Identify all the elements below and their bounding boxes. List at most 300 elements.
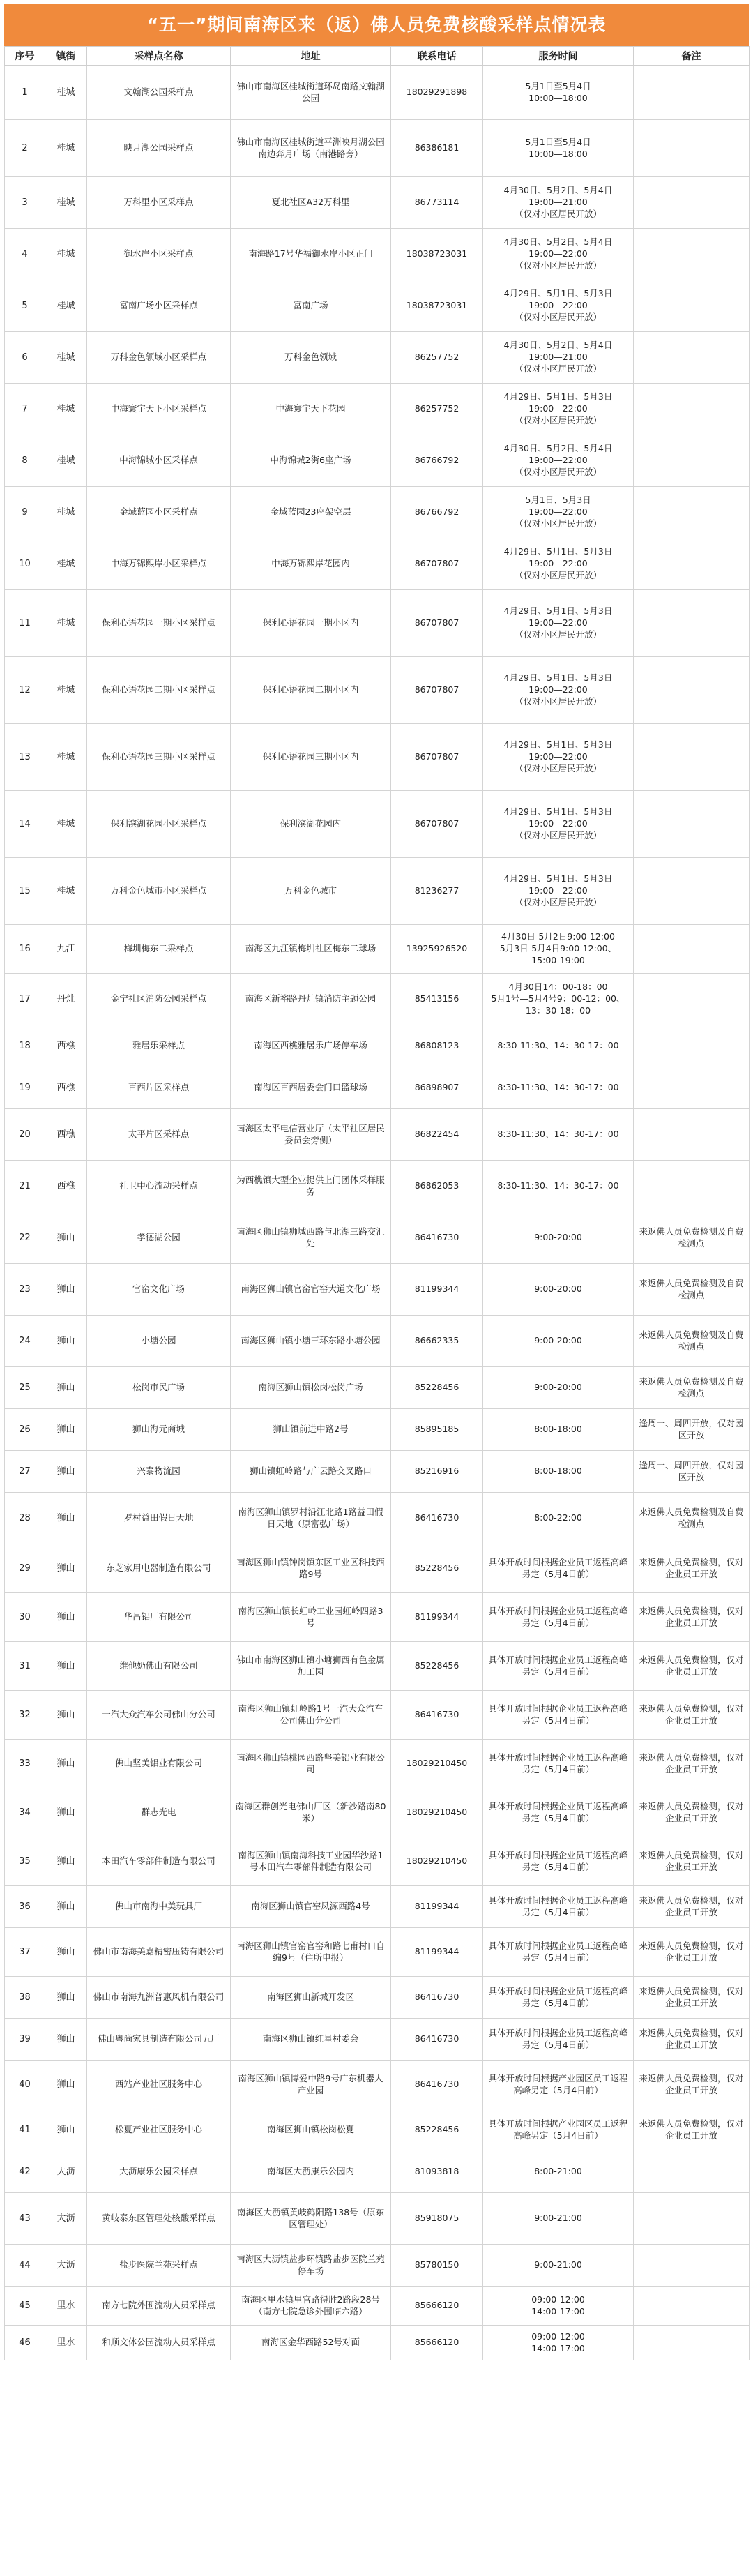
cell-service-time: 5月1日、5月3日 19:00—22:00 （仅对小区居民开放） <box>483 487 634 538</box>
cell-note: 来返佛人员免费检测，仅对企业员工开放 <box>634 1691 750 1740</box>
cell-site-name: 金宁社区消防公园采样点 <box>87 974 231 1025</box>
cell-note: 来返佛人员免费检测，仅对企业员工开放 <box>634 1977 750 2019</box>
cell-town: 桂城 <box>45 435 87 487</box>
cell-town: 桂城 <box>45 332 87 384</box>
cell-address: 保利心语花园三期小区内 <box>231 724 391 791</box>
header-address: 地址 <box>231 47 391 66</box>
cell-seq: 26 <box>5 1409 45 1451</box>
cell-address: 南海区九江镇梅圳社区梅东二球场 <box>231 925 391 974</box>
header-seq: 序号 <box>5 47 45 66</box>
cell-address: 保利心语花园一期小区内 <box>231 590 391 657</box>
cell-seq: 42 <box>5 2151 45 2193</box>
cell-seq: 11 <box>5 590 45 657</box>
cell-address: 保利滨湖花园内 <box>231 791 391 858</box>
cell-seq: 9 <box>5 487 45 538</box>
cell-note <box>634 332 750 384</box>
cell-service-time: 8:30-11:30、14：30-17：00 <box>483 1109 634 1161</box>
cell-note <box>634 2193 750 2245</box>
cell-site-name: 盐步医院兰苑采样点 <box>87 2245 231 2287</box>
cell-seq: 2 <box>5 120 45 177</box>
cell-phone: 86707807 <box>391 590 483 657</box>
cell-seq: 17 <box>5 974 45 1025</box>
cell-service-time: 9:00-21:00 <box>483 2193 634 2245</box>
cell-address: 佛山市南海区桂城街道平洲映月湖公园南边奔月广场（南港路旁） <box>231 120 391 177</box>
table-row <box>5 280 750 332</box>
cell-note <box>634 120 750 177</box>
cell-note: 来返佛人员免费检测，仅对企业员工开放 <box>634 1788 750 1837</box>
cell-seq: 25 <box>5 1367 45 1409</box>
cell-town: 大沥 <box>45 2245 87 2287</box>
cell-service-time: 9:00-20:00 <box>483 1367 634 1409</box>
cell-address: 南海区狮山镇官窑官窑和路七甫村口自编9号（住所申报） <box>231 1928 391 1977</box>
cell-seq: 35 <box>5 1837 45 1886</box>
cell-phone: 86416730 <box>391 2019 483 2061</box>
cell-service-time: 8:30-11:30、14：30-17：00 <box>483 1067 634 1109</box>
cell-note <box>634 229 750 280</box>
table-row <box>5 2245 750 2287</box>
header-note: 备注 <box>634 47 750 66</box>
cell-address: 南海区狮山镇松岗松夏 <box>231 2109 391 2151</box>
cell-address: 狮山镇虹岭路与广云路交叉路口 <box>231 1451 391 1493</box>
cell-seq: 43 <box>5 2193 45 2245</box>
cell-town: 大沥 <box>45 2193 87 2245</box>
cell-seq: 20 <box>5 1109 45 1161</box>
cell-address: 富南广场 <box>231 280 391 332</box>
cell-seq: 32 <box>5 1691 45 1740</box>
cell-phone: 86416730 <box>391 1212 483 1264</box>
cell-site-name: 保利心语花园一期小区采样点 <box>87 590 231 657</box>
cell-town: 桂城 <box>45 66 87 120</box>
cell-note: 来返佛人员免费检测及自费检测点 <box>634 1367 750 1409</box>
cell-note: 来返佛人员免费检测，仅对企业员工开放 <box>634 1740 750 1788</box>
table-row <box>5 1316 750 1367</box>
cell-site-name: 南方七院外围流动人员采样点 <box>87 2287 231 2326</box>
cell-phone: 85666120 <box>391 2287 483 2326</box>
cell-address: 南海区群创光电佛山厂区（新沙路南80米） <box>231 1788 391 1837</box>
cell-seq: 31 <box>5 1642 45 1691</box>
cell-town: 狮山 <box>45 2061 87 2109</box>
cell-site-name: 黄岐泰东区管理处核酸采样点 <box>87 2193 231 2245</box>
cell-note <box>634 384 750 435</box>
table-row <box>5 1212 750 1264</box>
cell-phone: 81199344 <box>391 1886 483 1928</box>
cell-town: 桂城 <box>45 538 87 590</box>
cell-service-time: 8:00-18:00 <box>483 1451 634 1493</box>
cell-town: 桂城 <box>45 120 87 177</box>
cell-site-name: 映月湖公园采样点 <box>87 120 231 177</box>
cell-service-time: 4月29日、5月1日、5月3日 19:00—22:00 （仅对小区居民开放） <box>483 791 634 858</box>
cell-town: 狮山 <box>45 1593 87 1642</box>
cell-town: 狮山 <box>45 1642 87 1691</box>
cell-address: 南海区狮山镇钟岗镇东区工业区科技西路9号 <box>231 1544 391 1593</box>
cell-seq: 22 <box>5 1212 45 1264</box>
cell-service-time: 8:30-11:30、14：30-17：00 <box>483 1161 634 1212</box>
table-row <box>5 1837 750 1886</box>
cell-service-time: 具体开放时间根据企业员工返程高峰另定（5月4日前） <box>483 1928 634 1977</box>
cell-note <box>634 1067 750 1109</box>
cell-phone: 86707807 <box>391 538 483 590</box>
cell-phone: 18038723031 <box>391 280 483 332</box>
cell-site-name: 本田汽车零部件制造有限公司 <box>87 1837 231 1886</box>
table-row <box>5 384 750 435</box>
cell-town: 狮山 <box>45 2109 87 2151</box>
cell-note <box>634 1161 750 1212</box>
cell-address: 为西樵镇大型企业提供上门团体采样服务 <box>231 1161 391 1212</box>
cell-site-name: 维他奶佛山有限公司 <box>87 1642 231 1691</box>
cell-seq: 38 <box>5 1977 45 2019</box>
cell-town: 里水 <box>45 2287 87 2326</box>
cell-phone: 86662335 <box>391 1316 483 1367</box>
cell-note <box>634 2326 750 2360</box>
cell-service-time: 4月30日14：00-18：00 5月1号—5月4号9：00-12：00、 13：30-18：00 <box>483 974 634 1025</box>
cell-seq: 7 <box>5 384 45 435</box>
cell-address: 南海区狮山新城开发区 <box>231 1977 391 2019</box>
table-row <box>5 2019 750 2061</box>
cell-service-time: 8:30-11:30、14：30-17：00 <box>483 1025 634 1067</box>
cell-town: 狮山 <box>45 1788 87 1837</box>
cell-site-name: 富南广场小区采样点 <box>87 280 231 332</box>
cell-service-time: 具体开放时间根据企业员工返程高峰另定（5月4日前） <box>483 1977 634 2019</box>
table-row <box>5 590 750 657</box>
cell-note <box>634 724 750 791</box>
cell-site-name: 万科里小区采样点 <box>87 177 231 229</box>
cell-phone: 86416730 <box>391 1691 483 1740</box>
cell-site-name: 官窑文化广场 <box>87 1264 231 1316</box>
cell-note <box>634 974 750 1025</box>
cell-phone: 85228456 <box>391 1367 483 1409</box>
cell-address: 狮山镇前进中路2号 <box>231 1409 391 1451</box>
cell-seq: 29 <box>5 1544 45 1593</box>
cell-service-time: 4月30日、5月2日、5月4日 19:00—21:00 （仅对小区居民开放） <box>483 177 634 229</box>
cell-seq: 45 <box>5 2287 45 2326</box>
table-row <box>5 538 750 590</box>
cell-service-time: 具体开放时间根据企业员工返程高峰另定（5月4日前） <box>483 2019 634 2061</box>
cell-site-name: 大沥康乐公园采样点 <box>87 2151 231 2193</box>
cell-phone: 85666120 <box>391 2326 483 2360</box>
cell-address: 南海区狮山镇红星村委会 <box>231 2019 391 2061</box>
cell-seq: 4 <box>5 229 45 280</box>
table-row <box>5 2326 750 2360</box>
cell-seq: 34 <box>5 1788 45 1837</box>
cell-service-time: 9:00-20:00 <box>483 1212 634 1264</box>
table-row <box>5 229 750 280</box>
table-row <box>5 1977 750 2019</box>
table-row <box>5 1409 750 1451</box>
cell-phone: 86416730 <box>391 1977 483 2019</box>
cell-note <box>634 66 750 120</box>
cell-address: 南海区金华西路52号对面 <box>231 2326 391 2360</box>
cell-phone: 86766792 <box>391 487 483 538</box>
cell-note: 来返佛人员免费检测，仅对企业员工开放 <box>634 1837 750 1886</box>
page-title: “五一”期间南海区来（返）佛人员免费核酸采样点情况表 <box>4 4 749 46</box>
cell-site-name: 万科金色领域小区采样点 <box>87 332 231 384</box>
cell-phone: 86707807 <box>391 791 483 858</box>
cell-phone: 86257752 <box>391 384 483 435</box>
cell-service-time: 具体开放时间根据产业园区员工返程高峰另定（5月4日前） <box>483 2061 634 2109</box>
cell-seq: 23 <box>5 1264 45 1316</box>
header-service-time: 服务时间 <box>483 47 634 66</box>
cell-address: 南海区里水镇里官路得胜2路段28号（南方七院急诊外围临六路） <box>231 2287 391 2326</box>
table-row <box>5 177 750 229</box>
cell-service-time: 4月29日、5月1日、5月3日 19:00—22:00 （仅对小区居民开放） <box>483 657 634 724</box>
cell-note <box>634 280 750 332</box>
header-town: 镇街 <box>45 47 87 66</box>
cell-seq: 21 <box>5 1161 45 1212</box>
cell-address: 佛山市南海区狮山镇小塘狮西有色金属加工园 <box>231 1642 391 1691</box>
cell-service-time: 8:00-18:00 <box>483 1409 634 1451</box>
cell-town: 狮山 <box>45 1212 87 1264</box>
cell-seq: 13 <box>5 724 45 791</box>
cell-phone: 85780150 <box>391 2245 483 2287</box>
cell-service-time: 4月29日、5月1日、5月3日 19:00—22:00 （仅对小区居民开放） <box>483 384 634 435</box>
cell-town: 桂城 <box>45 791 87 858</box>
cell-service-time: 5月1日至5月4日 10:00—18:00 <box>483 66 634 120</box>
cell-phone: 86416730 <box>391 1493 483 1544</box>
cell-phone: 86416730 <box>391 2061 483 2109</box>
cell-service-time: 4月30日、5月2日、5月4日 19:00—22:00 （仅对小区居民开放） <box>483 229 634 280</box>
cell-site-name: 兴泰物流园 <box>87 1451 231 1493</box>
cell-town: 桂城 <box>45 487 87 538</box>
cell-site-name: 一汽大众汽车公司佛山分公司 <box>87 1691 231 1740</box>
cell-address: 中海寰宇天下花园 <box>231 384 391 435</box>
cell-seq: 14 <box>5 791 45 858</box>
cell-seq: 1 <box>5 66 45 120</box>
table-header-row <box>5 47 750 66</box>
cell-town: 桂城 <box>45 280 87 332</box>
cell-address: 南海区狮山镇松岗松岗广场 <box>231 1367 391 1409</box>
cell-address: 佛山市南海区桂城街道环岛南路文翰湖公园 <box>231 66 391 120</box>
cell-note <box>634 487 750 538</box>
cell-seq: 37 <box>5 1928 45 1977</box>
cell-address: 南海区狮山镇小塘三环东路小塘公园 <box>231 1316 391 1367</box>
cell-phone: 18038723031 <box>391 229 483 280</box>
cell-note <box>634 2245 750 2287</box>
cell-site-name: 中海寰宇天下小区采样点 <box>87 384 231 435</box>
cell-site-name: 佛山市南海中美玩具厂 <box>87 1886 231 1928</box>
cell-note <box>634 858 750 925</box>
cell-site-name: 太平片区采样点 <box>87 1109 231 1161</box>
table-row <box>5 66 750 120</box>
cell-note: 来返佛人员免费检测，仅对企业员工开放 <box>634 2019 750 2061</box>
cell-town: 狮山 <box>45 1451 87 1493</box>
table-row <box>5 974 750 1025</box>
cell-address: 南海区大沥镇盐步环镇路盐步医院兰苑停车场 <box>231 2245 391 2287</box>
cell-town: 狮山 <box>45 1977 87 2019</box>
cell-town: 狮山 <box>45 1691 87 1740</box>
table-row <box>5 1451 750 1493</box>
cell-town: 狮山 <box>45 1740 87 1788</box>
cell-note: 来返佛人员免费检测及自费检测点 <box>634 1493 750 1544</box>
cell-address: 南海区大沥镇黄岐鹤阳路138号（原东区管理处） <box>231 2193 391 2245</box>
cell-address: 南海区狮山镇长虹岭工业园虹岭四路3号 <box>231 1593 391 1642</box>
cell-note: 来返佛人员免费检测及自费检测点 <box>634 1212 750 1264</box>
cell-service-time: 4月29日、5月1日、5月3日 19:00—22:00 （仅对小区居民开放） <box>483 858 634 925</box>
header-phone: 联系电话 <box>391 47 483 66</box>
table-row <box>5 2109 750 2151</box>
cell-service-time: 具体开放时间根据企业员工返程高峰另定（5月4日前） <box>483 1837 634 1886</box>
table-row <box>5 332 750 384</box>
cell-phone: 86898907 <box>391 1067 483 1109</box>
cell-service-time: 4月29日、5月1日、5月3日 19:00—22:00 （仅对小区居民开放） <box>483 724 634 791</box>
cell-site-name: 小塘公园 <box>87 1316 231 1367</box>
cell-address: 南海区狮山镇狮城西路与北湖三路交汇处 <box>231 1212 391 1264</box>
cell-address: 南海区狮山镇博爱中路9号广东机器人产业园 <box>231 2061 391 2109</box>
cell-phone: 86773114 <box>391 177 483 229</box>
table-row <box>5 724 750 791</box>
sampling-sites-table <box>4 46 750 2360</box>
cell-note: 来返佛人员免费检测，仅对企业员工开放 <box>634 1642 750 1691</box>
cell-phone: 18029210450 <box>391 1740 483 1788</box>
cell-service-time: 具体开放时间根据企业员工返程高峰另定（5月4日前） <box>483 1788 634 1837</box>
cell-address: 南海路17号华福御水岸小区正门 <box>231 229 391 280</box>
cell-note: 逢周一、周四开放，仅对园区开放 <box>634 1409 750 1451</box>
cell-town: 桂城 <box>45 858 87 925</box>
cell-address: 南海区狮山镇官窑凤源西路4号 <box>231 1886 391 1928</box>
cell-service-time: 8:00-21:00 <box>483 2151 634 2193</box>
cell-seq: 12 <box>5 657 45 724</box>
cell-town: 桂城 <box>45 590 87 657</box>
cell-address: 南海区大沥康乐公园内 <box>231 2151 391 2193</box>
cell-service-time: 4月30日、5月2日、5月4日 19:00—21:00 （仅对小区居民开放） <box>483 332 634 384</box>
cell-note <box>634 435 750 487</box>
cell-seq: 5 <box>5 280 45 332</box>
table-row <box>5 1109 750 1161</box>
table-row <box>5 1264 750 1316</box>
cell-phone: 86862053 <box>391 1161 483 1212</box>
cell-service-time: 9:00-21:00 <box>483 2245 634 2287</box>
cell-town: 西樵 <box>45 1161 87 1212</box>
cell-address: 南海区狮山镇虹岭路1号一汽大众汽车公司佛山分公司 <box>231 1691 391 1740</box>
cell-address: 南海区狮山镇官窑官窑大道文化广场 <box>231 1264 391 1316</box>
cell-phone: 86257752 <box>391 332 483 384</box>
cell-site-name: 梅圳梅东二采样点 <box>87 925 231 974</box>
cell-site-name: 保利心语花园三期小区采样点 <box>87 724 231 791</box>
cell-town: 狮山 <box>45 1544 87 1593</box>
header-site-name: 采样点名称 <box>87 47 231 66</box>
cell-note: 来返佛人员免费检测，仅对企业员工开放 <box>634 1544 750 1593</box>
cell-site-name: 狮山海元商城 <box>87 1409 231 1451</box>
cell-seq: 10 <box>5 538 45 590</box>
cell-phone: 86808123 <box>391 1025 483 1067</box>
table-row <box>5 120 750 177</box>
cell-town: 西樵 <box>45 1067 87 1109</box>
cell-note: 来返佛人员免费检测，仅对企业员工开放 <box>634 2061 750 2109</box>
cell-seq: 18 <box>5 1025 45 1067</box>
cell-address: 南海区西樵雅居乐广场停车场 <box>231 1025 391 1067</box>
cell-site-name: 和顺文体公园流动人员采样点 <box>87 2326 231 2360</box>
cell-site-name: 佛山粤尚家具制造有限公司五厂 <box>87 2019 231 2061</box>
cell-town: 狮山 <box>45 1493 87 1544</box>
cell-address: 南海区狮山镇罗村沿江北路1路益田假日天地（原富弘广场） <box>231 1493 391 1544</box>
table-row <box>5 2193 750 2245</box>
table-row <box>5 2287 750 2326</box>
cell-note <box>634 657 750 724</box>
cell-note: 来返佛人员免费检测及自费检测点 <box>634 1316 750 1367</box>
cell-phone: 85228456 <box>391 1642 483 1691</box>
cell-note: 来返佛人员免费检测及自费检测点 <box>634 1264 750 1316</box>
cell-service-time: 9:00-20:00 <box>483 1264 634 1316</box>
table-row <box>5 1367 750 1409</box>
cell-seq: 44 <box>5 2245 45 2287</box>
cell-site-name: 罗村益田假日天地 <box>87 1493 231 1544</box>
cell-site-name: 松岗市民广场 <box>87 1367 231 1409</box>
table-row <box>5 1025 750 1067</box>
cell-address: 夏北社区A32万科里 <box>231 177 391 229</box>
cell-address: 南海区狮山镇南海科技工业园华沙路1号本田汽车零部件制造有限公司 <box>231 1837 391 1886</box>
cell-phone: 81093818 <box>391 2151 483 2193</box>
cell-service-time: 具体开放时间根据企业员工返程高峰另定（5月4日前） <box>483 1886 634 1928</box>
cell-phone: 18029291898 <box>391 66 483 120</box>
table-row <box>5 1886 750 1928</box>
cell-note <box>634 538 750 590</box>
cell-site-name: 雅居乐采样点 <box>87 1025 231 1067</box>
cell-seq: 39 <box>5 2019 45 2061</box>
table-row <box>5 1593 750 1642</box>
cell-site-name: 中海万锦熙岸小区采样点 <box>87 538 231 590</box>
table-row <box>5 1642 750 1691</box>
cell-note: 来返佛人员免费检测，仅对企业员工开放 <box>634 1886 750 1928</box>
cell-address: 南海区新裕路丹灶镇消防主题公园 <box>231 974 391 1025</box>
cell-town: 狮山 <box>45 1264 87 1316</box>
cell-seq: 36 <box>5 1886 45 1928</box>
cell-phone: 86707807 <box>391 657 483 724</box>
cell-phone: 86386181 <box>391 120 483 177</box>
cell-note: 来返佛人员免费检测，仅对企业员工开放 <box>634 2109 750 2151</box>
cell-service-time: 9:00-20:00 <box>483 1316 634 1367</box>
cell-town: 狮山 <box>45 2019 87 2061</box>
cell-seq: 19 <box>5 1067 45 1109</box>
cell-seq: 33 <box>5 1740 45 1788</box>
cell-seq: 8 <box>5 435 45 487</box>
cell-site-name: 金域蓝园小区采样点 <box>87 487 231 538</box>
cell-phone: 85216916 <box>391 1451 483 1493</box>
cell-phone: 85228456 <box>391 1544 483 1593</box>
cell-note <box>634 2151 750 2193</box>
cell-town: 狮山 <box>45 1367 87 1409</box>
cell-town: 狮山 <box>45 1886 87 1928</box>
table-row <box>5 657 750 724</box>
table-row <box>5 791 750 858</box>
cell-seq: 46 <box>5 2326 45 2360</box>
cell-town: 丹灶 <box>45 974 87 1025</box>
cell-phone: 81199344 <box>391 1264 483 1316</box>
cell-note <box>634 177 750 229</box>
cell-phone: 85228456 <box>391 2109 483 2151</box>
cell-note <box>634 791 750 858</box>
cell-address: 万科金色领域 <box>231 332 391 384</box>
table-body <box>5 66 750 2360</box>
cell-address: 中海锦城2街6座广场 <box>231 435 391 487</box>
cell-phone: 81236277 <box>391 858 483 925</box>
table-row <box>5 1928 750 1977</box>
table-row <box>5 1740 750 1788</box>
cell-service-time: 具体开放时间根据企业员工返程高峰另定（5月4日前） <box>483 1593 634 1642</box>
cell-town: 西樵 <box>45 1109 87 1161</box>
cell-service-time: 5月1日至5月4日 10:00—18:00 <box>483 120 634 177</box>
cell-note <box>634 925 750 974</box>
cell-town: 九江 <box>45 925 87 974</box>
cell-address: 保利心语花园二期小区内 <box>231 657 391 724</box>
cell-seq: 41 <box>5 2109 45 2151</box>
cell-service-time: 4月29日、5月1日、5月3日 19:00—22:00 （仅对小区居民开放） <box>483 280 634 332</box>
cell-phone: 18029210450 <box>391 1837 483 1886</box>
cell-note <box>634 1109 750 1161</box>
cell-site-name: 万科金色城市小区采样点 <box>87 858 231 925</box>
cell-service-time: 具体开放时间根据企业员工返程高峰另定（5月4日前） <box>483 1691 634 1740</box>
cell-site-name: 中海锦城小区采样点 <box>87 435 231 487</box>
cell-note <box>634 590 750 657</box>
table-row <box>5 487 750 538</box>
